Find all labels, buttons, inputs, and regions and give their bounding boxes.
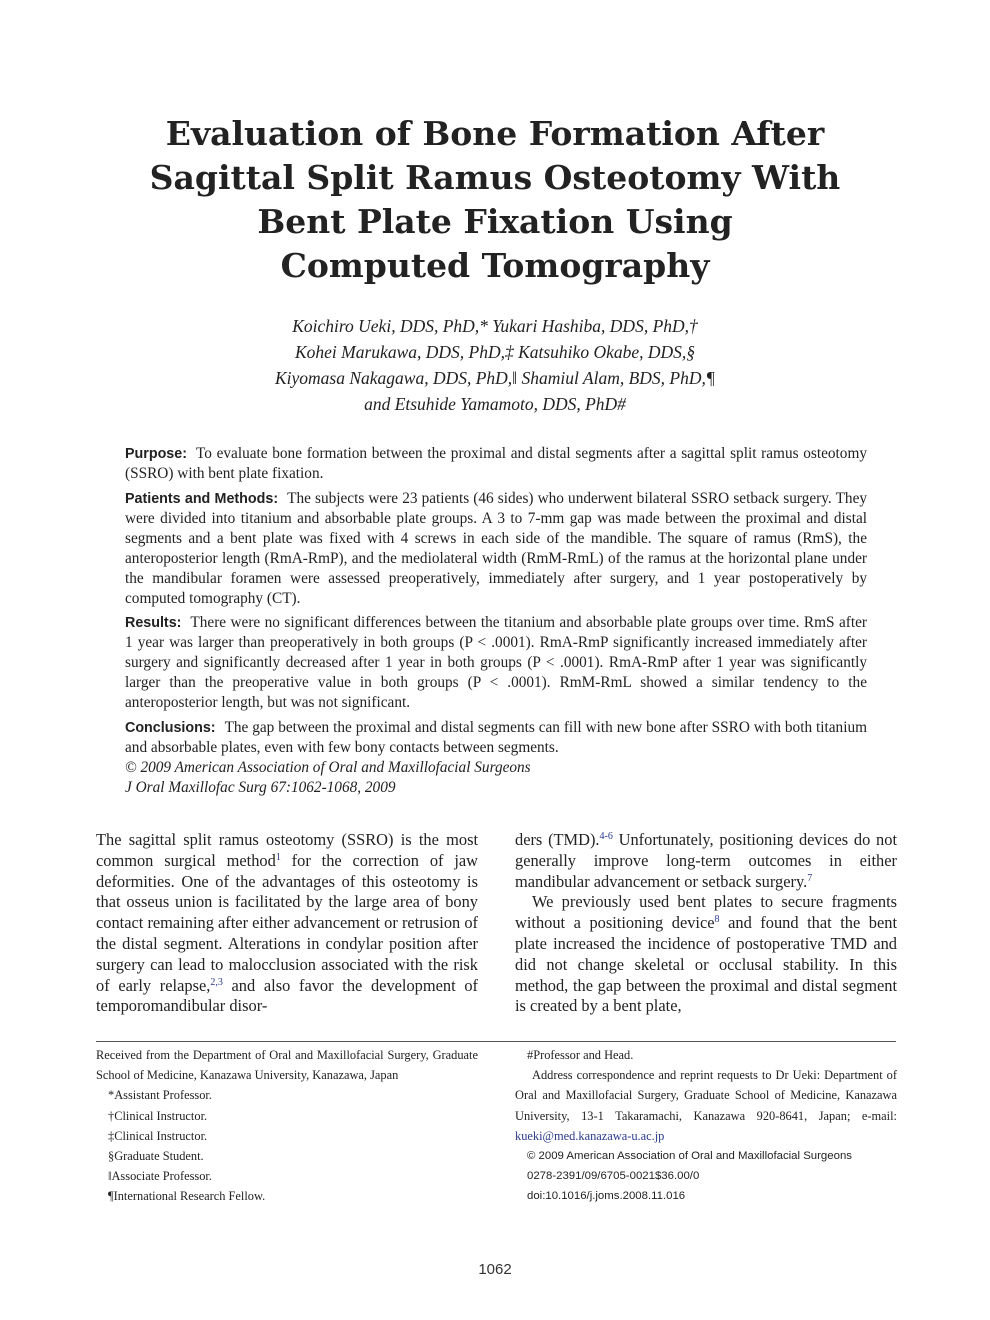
role-note: ¶International Research Fellow. bbox=[108, 1189, 266, 1204]
page-number: 1062 bbox=[478, 1261, 512, 1278]
reference-link[interactable]: 7 bbox=[807, 872, 813, 884]
title-line: Computed Tomography bbox=[280, 246, 710, 285]
abstract-copyright: © 2009 American Association of Oral and Maxillofacial Surgeons bbox=[125, 758, 531, 776]
body-text: Unfortunately, positioning devices do not generally improve long-term outcomes in either mandibular advancement or setback surgery. bbox=[515, 830, 897, 891]
body-column-right bbox=[515, 830, 897, 1017]
body-text: We previously used bent plates to secure fragments without a positioning device bbox=[515, 892, 897, 933]
title-line: Evaluation of Bone Formation After bbox=[165, 114, 825, 153]
footnote-divider bbox=[96, 1041, 896, 1042]
body-text: ders (TMD). bbox=[515, 830, 600, 849]
abstract-text: There were no significant differences between the titanium and absorbable plate groups over time. RmS after 1 year was larger than preoperatively in both groups (P < .0001). RmA-RmP significantly increased immediately after surgery and significantly decreased after 1 year in both groups (P < .0001). RmA-RmP after 1 year was significantly larger than the preoperative value in both groups (P < .0001). RmM-RmL showed a similar tendency to the anteroposterior length, but was not significant. bbox=[125, 614, 867, 711]
body-paragraph bbox=[515, 892, 897, 1017]
article-title bbox=[120, 112, 870, 288]
abstract bbox=[125, 444, 867, 798]
body-column-left bbox=[96, 830, 478, 1017]
footnotes-left bbox=[96, 1045, 478, 1207]
role-note: #Professor and Head. bbox=[527, 1048, 634, 1062]
body-text: The sagittal split ramus osteotomy (SSRO) is the most common surgical method bbox=[96, 830, 478, 870]
body-text: and also favor the development of temporomandibular disor- bbox=[96, 975, 478, 1016]
correspondence-text: Address correspondence and reprint requests to Dr Ueki: Department of Oral and Maxillofacial Surgery, Graduate School of Medicine, Kanazawa University, 13-1 Takaramachi, Kanazawa 920-8641, Japan; e-mail: bbox=[515, 1068, 897, 1123]
body-paragraph bbox=[96, 830, 478, 1017]
title-line: Sagittal Split Ramus Osteotomy With bbox=[149, 158, 841, 197]
correspondence-note bbox=[515, 1065, 897, 1146]
title-line: Bent Plate Fixation Using bbox=[257, 202, 733, 241]
reference-link[interactable]: 4-6 bbox=[599, 831, 613, 842]
reference-link[interactable]: 1 bbox=[275, 851, 281, 863]
reference-link[interactable]: 2,3 bbox=[210, 976, 223, 988]
role-note: ‖Associate Professor. bbox=[108, 1169, 212, 1184]
abstract-text: The gap between the proximal and distal segments can fill with new bone after SSRO with both titanium and absorbable plates, even with few bony contacts between segments. bbox=[125, 718, 867, 756]
abstract-text: The subjects were 23 patients (46 sides) who underwent bilateral SSRO setback surgery. They were divided into titanium and absorbable plate groups. A 3 to 7-mm gap was made between the proximal and distal segments and a bent plate was fixed with 4 screws in each side of the mandible. The square of ramus (RmS), the anteroposterior length (RmA-RmP), and the mediolateral width (RmM-RmL) of the ramus at the horizontal plane under the mandibular foramen were assessed preoperatively, immediately after surgery, and 1 year postoperatively by computed tomography (CT). bbox=[125, 489, 868, 607]
abstract-heading: Purpose: bbox=[125, 446, 187, 462]
abstract-heading: Conclusions: bbox=[125, 719, 216, 736]
abstract-methods bbox=[125, 489, 867, 609]
body-text: for the correction of jaw deformities. One of the advantages of this osteotomy is that osseus union is facilitated by the large area of bony contact remaining after either advancement or retrusion of the distal segment. Alterations in condylar position after surgery can lead to malocclusion associated with the risk of early relapse, bbox=[96, 850, 478, 995]
footnotes-right bbox=[515, 1045, 897, 1207]
abstract-heading: Results: bbox=[125, 615, 182, 631]
body-text: and found that the bent plate increased the incidence of postoperative TMD and did not change skeletal or occlusal stability. In this method, the gap between the proximal and distal segment is created by a bent plate, bbox=[515, 913, 898, 1016]
role-note: †Clinical Instructor. bbox=[108, 1108, 208, 1123]
abstract-purpose bbox=[125, 444, 867, 484]
received-note: Received from the Department of Oral and Maxillofacial Surgery, Graduate School of Medicine, Kanazawa University, Kanazawa, Japan bbox=[96, 1048, 478, 1083]
abstract-conclusions bbox=[125, 718, 867, 758]
role-note: §Graduate Student. bbox=[108, 1149, 204, 1164]
author-line: and Etsuhide Yamamoto, DDS, PhD# bbox=[364, 394, 626, 414]
author-line: Koichiro Ueki, DDS, PhD,* Yukari Hashiba, DDS, PhD,† bbox=[292, 316, 698, 336]
abstract-text: To evaluate bone formation between the proximal and distal segments after a sagittal split ramus osteotomy (SSRO) with bent plate fixation. bbox=[125, 445, 867, 482]
reference-link[interactable]: 8 bbox=[714, 914, 720, 926]
footnote-copyright: © 2009 American Association of Oral and Maxillofacial Surgeons bbox=[527, 1150, 852, 1163]
author-line: Kohei Marukawa, DDS, PhD,‡ Katsuhiko Okabe, DDS,§ bbox=[294, 342, 696, 362]
doi-link[interactable]: doi:10.1016/j.joms.2008.11.016 bbox=[527, 1190, 686, 1203]
body-paragraph bbox=[515, 830, 897, 892]
abstract-results bbox=[125, 613, 867, 713]
role-note: *Assistant Professor. bbox=[108, 1088, 212, 1103]
role-note: ‡Clinical Instructor. bbox=[108, 1128, 208, 1143]
email-link[interactable]: kueki@med.kanazawa-u.ac.jp bbox=[515, 1128, 665, 1143]
author-list bbox=[150, 313, 840, 417]
journal-citation: J Oral Maxillofac Surg 67:1062-1068, 2009 bbox=[125, 778, 396, 796]
author-line: Kiyomasa Nakagawa, DDS, PhD,‖ Shamiul Alam, BDS, PhD,¶ bbox=[274, 368, 716, 388]
abstract-heading: Patients and Methods: bbox=[125, 490, 279, 507]
issn-code: 0278-2391/09/6705-0021$36.00/0 bbox=[527, 1170, 700, 1183]
